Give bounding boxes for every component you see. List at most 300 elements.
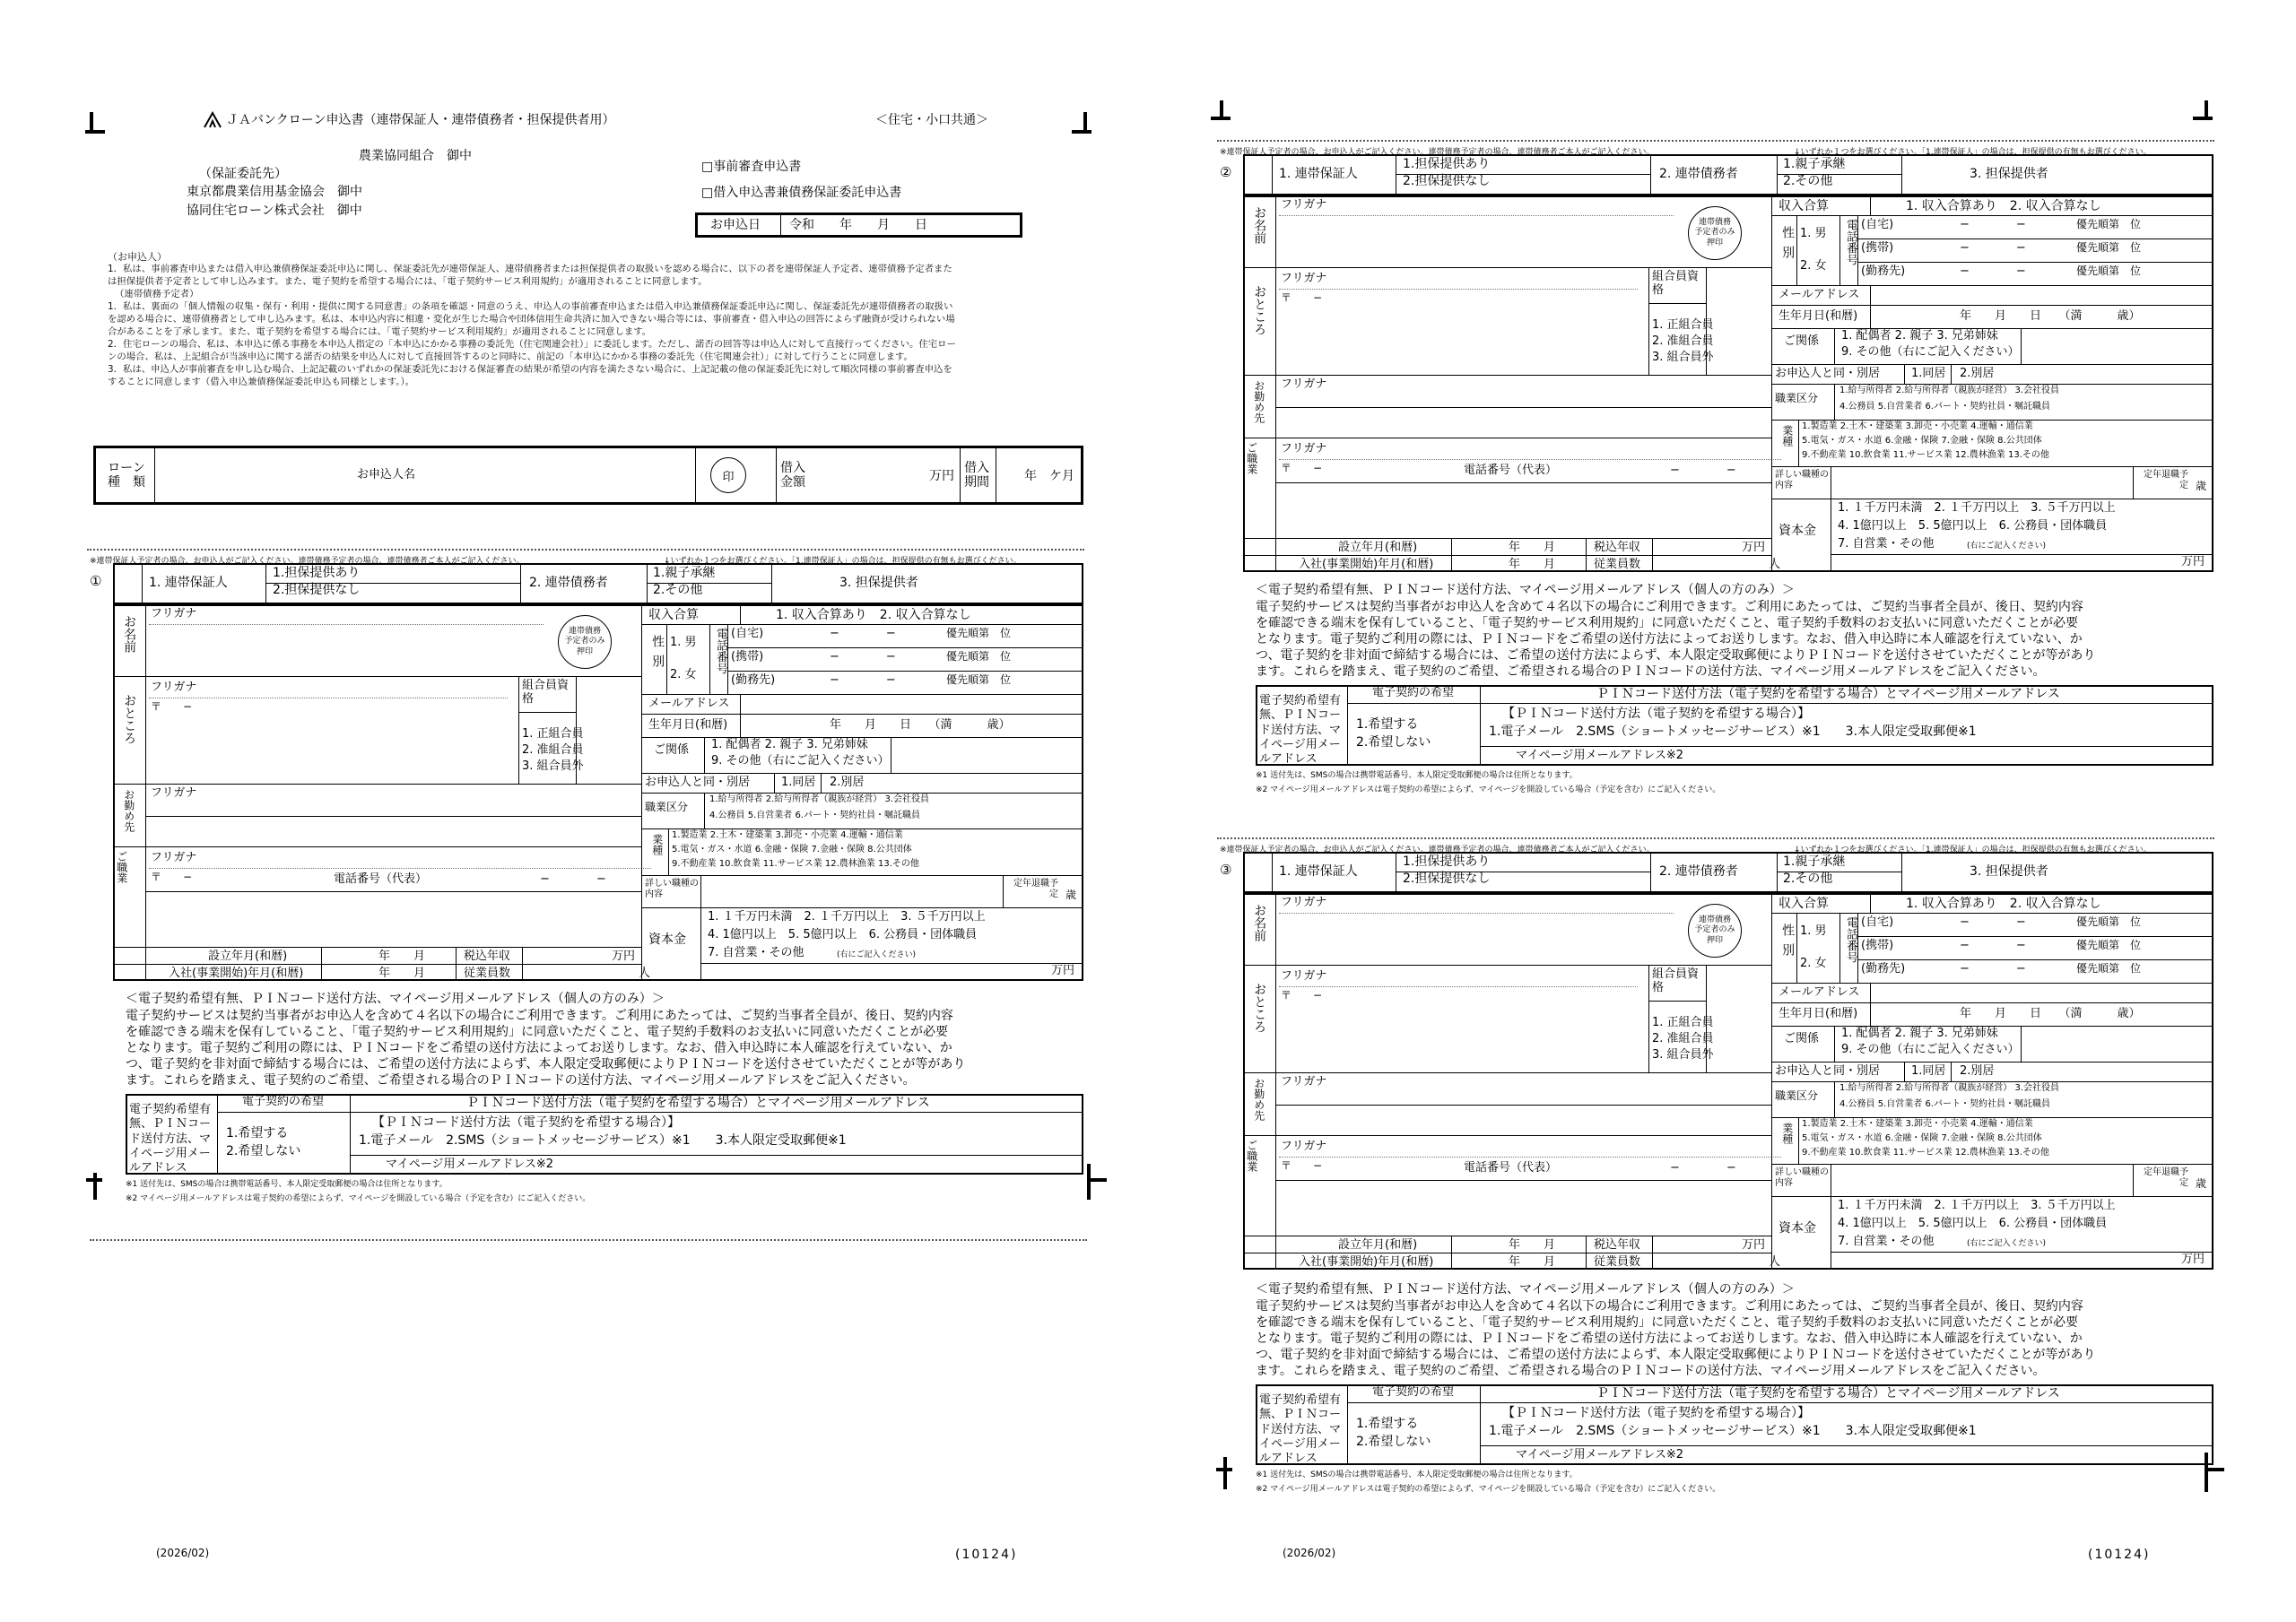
rule-line [1243,965,1771,966]
ec-body-line: を確認できる端末を保有していること、「電子契約サービス利用規約」に同意いただくこと、電子契約手数料のお支払いに同意いただくことが必要 [1256,1315,2078,1330]
consent-line: 2．住宅ローンの場合、私は、本申込に係る事務を本申込人指定の「本申込にかかる事務の委託先（住宅関連会社）」に委託します。ただし、諾否の回答等は申込人に対して直接行ってください。住宅ロー [108,339,956,350]
industry-2[interactable]: 5.電気・ガス・水道 6.金融・保険 7.金融・保険 8.公共団体 [672,845,912,854]
member-option-1[interactable]: 1. 正組合員 [1652,318,1714,332]
relation-options-2[interactable]: 9. その他（右にご記入ください） [1841,345,2020,359]
sex-female-option[interactable]: 2. 女 [1800,957,1827,970]
role-collateral-provider-option[interactable]: 3. 担保提供者 [839,576,918,590]
rule-line [780,215,781,237]
address-field[interactable] [1279,291,1638,373]
rule-line [709,624,710,694]
ec-row-label: 電子契約希望有無、ＰＩＮコード送付方法、マイページ用メールアドレス [129,1103,212,1175]
postal-label: 〒 − [151,700,193,713]
phone-work-priority: 優先順第 位 [2076,962,2142,975]
job-category-label: 職業区分 [645,801,689,813]
rule-line [821,773,822,793]
collateral-no-option[interactable]: 2.担保提供なし [1403,174,1491,188]
email-label: メールアドレス [1779,985,1860,999]
loan-app-checkbox[interactable]: □借入申込書兼債務保証委託申込書 [701,186,902,200]
collateral-no-option[interactable]: 2.担保提供なし [273,583,361,597]
member-option-2[interactable]: 2. 准組合員 [522,743,584,757]
rule-line [1771,466,2213,467]
rule-line [1904,364,1905,384]
phone-label: 電話番号 [713,628,727,674]
ec-row-label: 電子契約希望有無、ＰＩＮコード送付方法、マイページ用メールアドレス [1259,694,1342,766]
member-option-3[interactable]: 3. 組合員外 [1652,1048,1714,1062]
capital-label: 資本金 [1779,524,1816,538]
collateral-yes-option[interactable]: 1.担保提供あり [273,566,361,580]
ec-no-option[interactable]: 2.希望しない [226,1144,301,1158]
ec-no-option[interactable]: 2.希望しない [1356,735,1431,750]
ec-yes-option[interactable]: 1.希望する [1356,717,1419,732]
loan-type-field[interactable] [158,450,355,500]
job-detail-field[interactable] [704,877,999,906]
member-option-3[interactable]: 3. 組合員外 [1652,351,1714,364]
industry-label: 業種 [1780,1123,1794,1144]
industry-label: 業種 [1780,425,1794,447]
occupation-label: ご職業 [1245,442,1258,474]
yen-label: 万円 [929,469,954,483]
rule-line [1275,482,1771,483]
phone-home-field[interactable] [1861,916,2210,936]
sex-female-option[interactable]: 2. 女 [670,668,697,681]
ec-note-2: ※2 マイページ用メールアドレスは電子契約の希望によらず、マイページを開設している場合（予定を含む）にご記入ください。 [126,1194,591,1203]
rule-line [1480,685,1481,766]
address-label: おところ [1252,285,1267,335]
rule-line [518,712,576,713]
ec-hope-label: 電子契約の希望 [1372,1385,1455,1399]
rule-line [704,793,705,828]
capital-options-2[interactable]: 4. 1億円以上 5. 5億円以上 6. 公務員・団体職員 [1838,519,2108,533]
phone-mobile-priority: 優先順第 位 [946,650,1012,663]
address-field[interactable] [1279,989,1638,1071]
consent-line: は担保提供者予定者として申し込みます。また、電子契約を希望する場合には、「電子契約サービス利用規約」が適用されることに同意します。 [108,276,708,287]
phone-work-field[interactable] [1861,963,2210,983]
rule-line [771,563,772,604]
retire-label: 定年退職予 定 [1013,879,1067,899]
rule-line [1870,1002,1871,1026]
rule-line [1771,1164,2213,1165]
ec-note-1: ※1 送付先は、SMSの場合は携帯電話番号、本人限定受取郵便の場合は住所となります。 [1256,771,1578,780]
relation-options-2[interactable]: 9. その他（右にご記入ください） [1841,1043,2020,1056]
ec-body-line: となります。電子契約ご利用の際には、ＰＩＮコードをご希望の送付方法によってお送りします。なお、借入申込時に本人確認を行えていない、か [1256,1331,2083,1346]
live-together-option[interactable]: 1.同居 [781,776,816,789]
job-category-1[interactable]: 1.給与所得者 2.給与所得者（親族が経営） 3.会社役員 [709,794,929,804]
collateral-no-option[interactable]: 2.担保提供なし [1403,872,1491,886]
phone-mobile-priority: 優先順第 位 [2076,241,2142,254]
address-label: おところ [122,694,137,744]
est-ym: 年 月 [378,950,426,963]
rule-line [154,448,155,502]
phone-home-label: (自宅) [1861,915,1894,929]
capital-options-3[interactable]: 7. 自営業・その他 [708,946,804,959]
phone-mobile-priority: 優先順第 位 [2076,939,2142,951]
name-field[interactable] [1279,217,1674,265]
employees-label: 従業員数 [1594,1255,1641,1269]
rule-line [1272,154,1273,195]
email-field[interactable] [1872,984,2210,1001]
crop-mark [1087,1178,1107,1182]
sex-male-option[interactable]: 1. 男 [1800,924,1827,938]
mypage-email-field[interactable] [1686,748,2206,764]
workplace-field[interactable] [1279,389,1781,436]
phone-work-field[interactable] [731,674,1080,694]
applicant-name-label: お申込人名 [357,468,416,481]
mypage-email-field[interactable] [1686,1447,2206,1463]
job-category-label: 職業区分 [1775,392,1819,404]
rule-line [740,714,741,737]
email-label: メールアドレス [648,697,730,710]
workplace-furigana-label: フリガナ [1281,1075,1327,1089]
applicant-name-field[interactable] [439,450,691,500]
tax-income-label: 税込年収 [1594,541,1641,554]
other-option[interactable]: 2.その他 [1783,872,1833,886]
rule-line [265,563,266,604]
industry-3[interactable]: 9.不動産業 10.飲食業 11.サービス業 12.農林漁業 13.その他 [672,859,919,869]
rule-line [647,583,771,584]
workplace-field[interactable] [149,798,651,845]
rule-line [520,563,521,604]
succession-option[interactable]: 1.親子承継 [653,566,716,580]
ec-heading: ＜電子契約希望有無、ＰＩＮコード送付方法、マイページ用メールアドレス（個人の方のみ）＞ [1256,583,1795,597]
ec-yes-option[interactable]: 1.希望する [226,1126,289,1141]
role-joint-debtor-option[interactable]: 2. 連帯債務者 [1659,167,1738,181]
rule-line [1798,1117,1799,1164]
capital-options-1[interactable]: 1. １千万円未満 2. １千万円以上 3. ５千万円以上 [708,910,986,924]
established-label: 設立年月(和暦) [208,950,288,963]
role-guarantor-option[interactable]: 1. 連帯保証人 [1279,167,1358,181]
rule-line [641,828,1083,829]
rule-line [1771,1081,2213,1082]
email-field[interactable] [742,696,1080,712]
bank-addressee: 農業協同組合 御中 [359,149,472,163]
role-guarantor-option[interactable]: 1. 連帯保証人 [149,576,228,590]
rule-line [1904,1062,1905,1081]
join-ym: 年 月 [1509,558,1556,571]
birth-value: 年 月 日 （満 歳） [830,718,1011,732]
phone-mobile-field[interactable] [1861,242,2210,262]
ec-pin-options[interactable]: 1.電子メール 2.SMS（ショートメッセージサービス）※1 3.本人限定受取郵便※1 [359,1133,847,1148]
relation-options-1[interactable]: 1. 配偶者 2. 親子 3. 兄弟姉妹 [1841,1027,1998,1040]
income-label: 収入合算 [648,608,699,622]
rule-line [1870,893,1871,913]
phone-mobile-dash: − − [830,650,896,664]
rule-line [145,784,146,981]
rule-line [1650,852,1651,893]
ec-hope-label: 電子契約の希望 [242,1095,325,1108]
workplace-label: お勤め先 [1252,380,1265,423]
furigana-label: フリガナ [1281,198,1327,212]
phone-home-field[interactable] [731,628,1080,647]
job-category-2[interactable]: 4.公務員 5.自営業者 6.パート・契約社員・嘱託職員 [1839,402,2050,412]
loan-amount-field[interactable] [812,450,928,500]
industry-2[interactable]: 5.電気・ガス・水道 6.金融・保険 7.金融・保険 8.公共団体 [1802,436,2042,446]
other-option[interactable]: 2.その他 [653,583,703,597]
succession-option[interactable]: 1.親子承継 [1783,854,1846,869]
member-option-2[interactable]: 2. 准組合員 [1652,334,1714,348]
rule-line [1480,1445,2213,1446]
job-category-1[interactable]: 1.給与所得者 2.給与所得者（親族が経営） 3.会社役員 [1839,1083,2059,1093]
rule-line [1839,913,1840,983]
crop-mark [93,1173,97,1200]
rule-line [641,793,1083,794]
rule-line [1243,267,1771,268]
job-category-2[interactable]: 4.公務員 5.自営業者 6.パート・契約社員・嘱託職員 [1839,1099,2050,1109]
rule-line [1951,364,1952,384]
role-guarantor-option[interactable]: 1. 連帯保証人 [1279,864,1358,879]
ec-body-line: つ、電子契約を非対面で締結する場合には、ご希望の送付方法によらず、本人限定受取郵便によりＰＩＮコードを送付させていただくことが等があり [1256,1348,2096,1362]
phone-mobile-field[interactable] [731,651,1080,671]
role-collateral-provider-option[interactable]: 3. 担保提供者 [1970,167,2048,181]
rule-line [1771,384,2213,385]
ec-body-line: ます。これらを踏まえ、電子契約のご希望、ご希望される場合のＰＩＮコードの送付方法、マイページ用メールアドレスをご記入ください。 [126,1073,916,1088]
app-date-label: お申込日 [710,218,761,232]
live-together-option[interactable]: 1.同居 [1911,367,1946,380]
rule-line [1275,1072,1276,1270]
crop-mark [85,130,105,134]
rule-line [1870,195,1871,215]
phone-work-priority: 優先順第 位 [2076,265,2142,277]
mypage-email-field[interactable] [556,1157,1076,1173]
address-furigana-label: フリガナ [1281,969,1327,983]
rule-line [1480,1384,1481,1465]
est-ym: 年 月 [1509,541,1556,554]
phone-work-priority: 優先順第 位 [946,673,1012,686]
member-label: 組合員資格 [1652,270,1700,297]
section-note: ※連帯保証人予定者の場合、お申込人がご記入ください。連帯債務予定者の場合、連帯債務者ご本人がご記入ください。 [1220,148,1655,157]
address-label: おところ [1252,983,1267,1033]
rule-line [700,963,1083,964]
consent-line: を認める場合に、連帯債務者として申し込みます。私は、本申込内容に相違・変化が生じた場合や団体信用生命共済に加入できない場合等には、事前審査・借入申込の回答によらず融資が受けられない場 [108,314,955,325]
other-option[interactable]: 2.その他 [1783,174,1833,188]
section-note-right: ↓いずれか１つをお選びください。「1.連帯保証人」の場合は、担保提供の有無もお選びください。 [1794,846,2152,854]
furigana-label: フリガナ [1281,896,1327,909]
income-label: 収入合算 [1779,199,1829,213]
phone-home-field[interactable] [1861,219,2210,239]
rule-line [1243,538,1771,539]
work-postal: 〒 − [1281,1159,1323,1172]
email-label: メールアドレス [1779,288,1860,301]
sex-label: 性別 [1780,226,1796,265]
phone-mobile-label: (携帯) [731,650,764,664]
industry-1[interactable]: 1.製造業 2.土木・建築業 3.卸売・小売業 4.運輸・通信業 [1802,1119,2033,1129]
sex-male-option[interactable]: 1. 男 [670,636,697,649]
rule-line [1857,913,1858,983]
pre-screen-checkbox[interactable]: □事前審査申込書 [701,160,802,174]
crop-mark [1072,130,1091,134]
name-field[interactable] [149,626,544,674]
ec-note-1: ※1 送付先は、SMSの場合は携帯電話番号、本人限定受取郵便の場合は住所となります。 [1256,1470,1578,1479]
industry-2[interactable]: 5.電気・ガス・水道 6.金融・保険 7.金融・保険 8.公共団体 [1802,1133,2042,1143]
email-field[interactable] [1872,287,2210,303]
sex-female-option[interactable]: 2. 女 [1800,259,1827,273]
member-option-1[interactable]: 1. 正組合員 [522,727,584,741]
industry-3[interactable]: 9.不動産業 10.飲食業 11.サービス業 12.農林漁業 13.その他 [1802,1148,2049,1158]
member-label: 組合員資格 [522,679,570,706]
rule-line [1347,685,1348,766]
employees-label: 従業員数 [1594,558,1641,571]
role-collateral-provider-option[interactable]: 3. 担保提供者 [1970,864,2048,879]
rep-phone-dash: − − [540,872,606,886]
rule-line [1857,215,1858,285]
relation-label: ご関係 [1784,334,1820,348]
consent-line: 1．私は、裏面の「個人情報の収集・保有・利用・提供に関する同意書」の条項を確認・同意のうえ、申込人の事前審査申込または借入申込兼債務保証委託申込に関し、保証委託先が連帯債務者の取扱い [108,301,953,312]
rule-line [1243,1135,1771,1136]
collateral-yes-option[interactable]: 1.担保提供あり [1403,157,1491,171]
workplace-label: お勤め先 [1252,1078,1265,1121]
rule-line [740,604,741,624]
rule-line [1771,1062,2213,1063]
rule-line [1347,703,2213,704]
capital-unit: 万円 [1051,964,1075,977]
member-option-2[interactable]: 2. 准組合員 [1652,1032,1714,1045]
join-ym: 年 月 [378,967,426,980]
role-joint-debtor-option[interactable]: 2. 連帯債務者 [529,576,608,590]
ec-mypage-label: マイページ用メールアドレス※2 [1516,749,1683,762]
section-note-right: ↓いずれか１つをお選びください。「1.連帯保証人」の場合は、担保提供の有無もお選びください。 [1794,148,2152,157]
ec-body-line: を確認できる端末を保有していること、「電子契約サービス利用規約」に同意いただくこと、電子契約手数料のお支払いに同意いただくことが必要 [1256,616,2078,630]
rule-line [1831,1252,2213,1253]
rule-line [113,964,641,965]
guarantor-2: 協同住宅ローン株式会社 御中 [187,204,362,218]
footer-serial-2: (10124) [2088,1548,2151,1562]
industry-1[interactable]: 1.製造業 2.土木・建築業 3.卸売・小売業 4.運輸・通信業 [1802,421,2033,431]
birth-label: 生年月日(和暦) [648,718,728,732]
ec-body-line: 電子契約サービスは契約当事者がお申込人を含めて４名以下の場合にご利用できます。ご利用にあたっては、ご契約当事者全員が、後日、契約内容 [1256,1299,2083,1314]
job-detail-field[interactable] [1834,1166,2129,1194]
rule-line [1777,174,1901,175]
rule-line [1347,1402,2213,1403]
ec-pin-heading: ＰＩＮコード送付方法（電子契約を希望する場合）とマイページ用メールアドレス [466,1096,930,1110]
workplace-field[interactable] [1279,1087,1781,1133]
sex-male-option[interactable]: 1. 男 [1800,227,1827,240]
live-apart-option[interactable]: 2.別居 [1960,367,1995,380]
member-option-3[interactable]: 3. 組合員外 [522,759,584,773]
ec-pin-options[interactable]: 1.電子メール 2.SMS（ショートメッセージサービス）※1 3.本人限定受取郵便※1 [1489,1424,1977,1438]
crop-mark [2193,117,2213,120]
live-apart-option[interactable]: 2.別居 [830,776,865,789]
rule-line [1777,852,1778,893]
ec-no-option[interactable]: 2.希望しない [1356,1435,1431,1449]
phone-work-dash: − − [1960,962,2026,976]
ec-heading: ＜電子契約希望有無、ＰＩＮコード送付方法、マイページ用メールアドレス（個人の方のみ）＞ [1256,1282,1795,1297]
relation-options-2[interactable]: 9. その他（右にご記入ください） [711,754,890,768]
rule-line [1777,154,1778,195]
guarantor-1: 東京都農業信用基金協会 御中 [187,185,362,199]
phone-mobile-label: (携帯) [1861,241,1894,255]
job-detail-label: 詳しい職種の内容 [1775,1167,1829,1188]
rule-line [113,784,641,785]
ec-body-line: 電子契約サービスは契約当事者がお申込人を含めて４名以下の場合にご利用できます。ご利用にあたっては、ご契約当事者全員が、後日、契約内容 [1256,600,2083,614]
industry-3[interactable]: 9.不動産業 10.飲食業 11.サービス業 12.農林漁業 13.その他 [1802,450,2049,460]
income-options[interactable]: 1. 収入合算あり 2. 収入合算なし [1906,897,2101,911]
retire-label: 定年退職予 定 [2144,1167,2197,1188]
rule-line [265,583,520,584]
crop-mark [1211,117,1231,120]
member-label: 組合員資格 [1652,967,1700,994]
loan-period-field[interactable] [1000,450,1081,500]
rule-line [1771,420,2213,421]
rule-line [1480,746,2213,747]
rule-line [1272,852,1273,893]
rule-line [518,676,519,784]
phone-label: 電話番号 [1843,219,1857,265]
succession-option[interactable]: 1.親子承継 [1783,157,1846,171]
capital-options-3[interactable]: 7. 自営業・その他 [1838,1235,1935,1248]
capital-options-1[interactable]: 1. １千万円未満 2. １千万円以上 3. ５千万円以上 [1838,1199,2116,1212]
rule-line [1771,1117,2213,1118]
job-category-2[interactable]: 4.公務員 5.自営業者 6.パート・契約社員・嘱託職員 [709,811,920,820]
role-joint-debtor-option[interactable]: 2. 連帯債務者 [1659,864,1738,879]
name-label: お名前 [122,615,137,653]
footer-date-1: (2026/02) [156,1547,210,1559]
rule-line [142,563,143,604]
phone-work-dash: − − [830,673,896,687]
rule-line [1648,303,1706,304]
industry-1[interactable]: 1.製造業 2.土木・建築業 3.卸売・小売業 4.運輸・通信業 [672,830,903,840]
live-apart-option[interactable]: 2.別居 [1960,1064,1995,1078]
cut-line [87,549,1084,551]
rule-line [1771,215,2213,216]
phone-home-label: (自宅) [1861,218,1894,231]
capital-note: (右にご記入ください) [1967,542,2047,551]
capital-options-1[interactable]: 1. １千万円未満 2. １千万円以上 3. ５千万円以上 [1838,501,2116,515]
relation-options-1[interactable]: 1. 配偶者 2. 親子 3. 兄弟姉妹 [711,738,868,751]
rule-line [1839,215,1840,285]
job-detail-field[interactable] [1834,468,2129,497]
capital-label: 資本金 [1779,1221,1816,1236]
ec-pin-title: 【ＰＩＮコード送付方法（電子契約を希望する場合）】 [372,1115,680,1130]
capital-options-2[interactable]: 4. 1億円以上 5. 5億円以上 6. 公務員・団体職員 [708,928,978,941]
address-field[interactable] [149,700,508,782]
live-together-option[interactable]: 1.同居 [1911,1064,1946,1078]
rule-line [641,875,1083,876]
ec-mypage-label: マイページ用メールアドレス※2 [386,1158,553,1171]
consent-line: 1．私は、事前審査申込または借入申込兼債務保証委託申込に関し、保証委託先が連帯保証人、連帯債務者または担保提供者の取扱いを認める場合に、以下の者を連帯保証人予定者、連帯債務予定者また [108,264,952,274]
crop-mark [1216,1468,1232,1471]
ec-body-line: となります。電子契約ご利用の際には、ＰＩＮコードをご希望の送付方法によってお送りします。なお、借入申込時に本人確認を行えていない、か [126,1041,952,1055]
phone-mobile-dash: − − [1960,241,2026,255]
work-postal: 〒 − [151,871,193,883]
footer-serial-1: (10124) [955,1548,1018,1562]
ec-pin-options[interactable]: 1.電子メール 2.SMS（ショートメッセージサービス）※1 3.本人限定受取郵便※1 [1489,724,1977,739]
collateral-yes-option[interactable]: 1.担保提供あり [1403,854,1491,869]
relation-label: ご関係 [1784,1032,1820,1045]
joint-seal-circle: 連帯債務 予定者のみ 押印 [1688,206,1742,260]
birth-label: 生年月日(和暦) [1779,1007,1858,1020]
section-note-right: ↓いずれか１つをお選びください。「1.連帯保証人」の場合は、担保提供の有無もお選びください。 [664,557,1022,566]
income-options[interactable]: 1. 収入合算あり 2. 収入合算なし [1906,199,2101,213]
income-options[interactable]: 1. 収入合算あり 2. 収入合算なし [776,608,971,622]
ec-note-2: ※2 マイページ用メールアドレスは電子契約の希望によらず、マイページを開設している場合（予定を含む）にご記入ください。 [1256,785,1721,794]
phone-work-field[interactable] [1861,265,2210,285]
rule-line [704,737,705,773]
phone-work-label: (勤務先) [1861,265,1906,278]
job-category-1[interactable]: 1.給与所得者 2.給与所得者（親族が経営） 3.会社役員 [1839,386,2059,395]
member-option-1[interactable]: 1. 正組合員 [1652,1016,1714,1029]
ec-heading: ＜電子契約希望有無、ＰＩＮコード送付方法、マイページ用メールアドレス（個人の方のみ）＞ [126,992,665,1006]
capital-options-2[interactable]: 4. 1億円以上 5. 5億円以上 6. 公務員・団体職員 [1838,1217,2108,1230]
rule-line [1243,1072,1771,1073]
relation-options-1[interactable]: 1. 配偶者 2. 親子 3. 兄弟姉妹 [1841,329,1998,343]
capital-options-3[interactable]: 7. 自営業・その他 [1838,537,1935,551]
industry-label: 業種 [650,834,664,855]
rule-line [1771,285,2213,286]
phone-work-label: (勤務先) [731,673,776,687]
consent-line: （連帯債務予定者） [115,289,199,299]
ec-yes-option[interactable]: 1.希望する [1356,1417,1419,1431]
phone-mobile-field[interactable] [1861,940,2210,959]
name-field[interactable] [1279,915,1674,963]
